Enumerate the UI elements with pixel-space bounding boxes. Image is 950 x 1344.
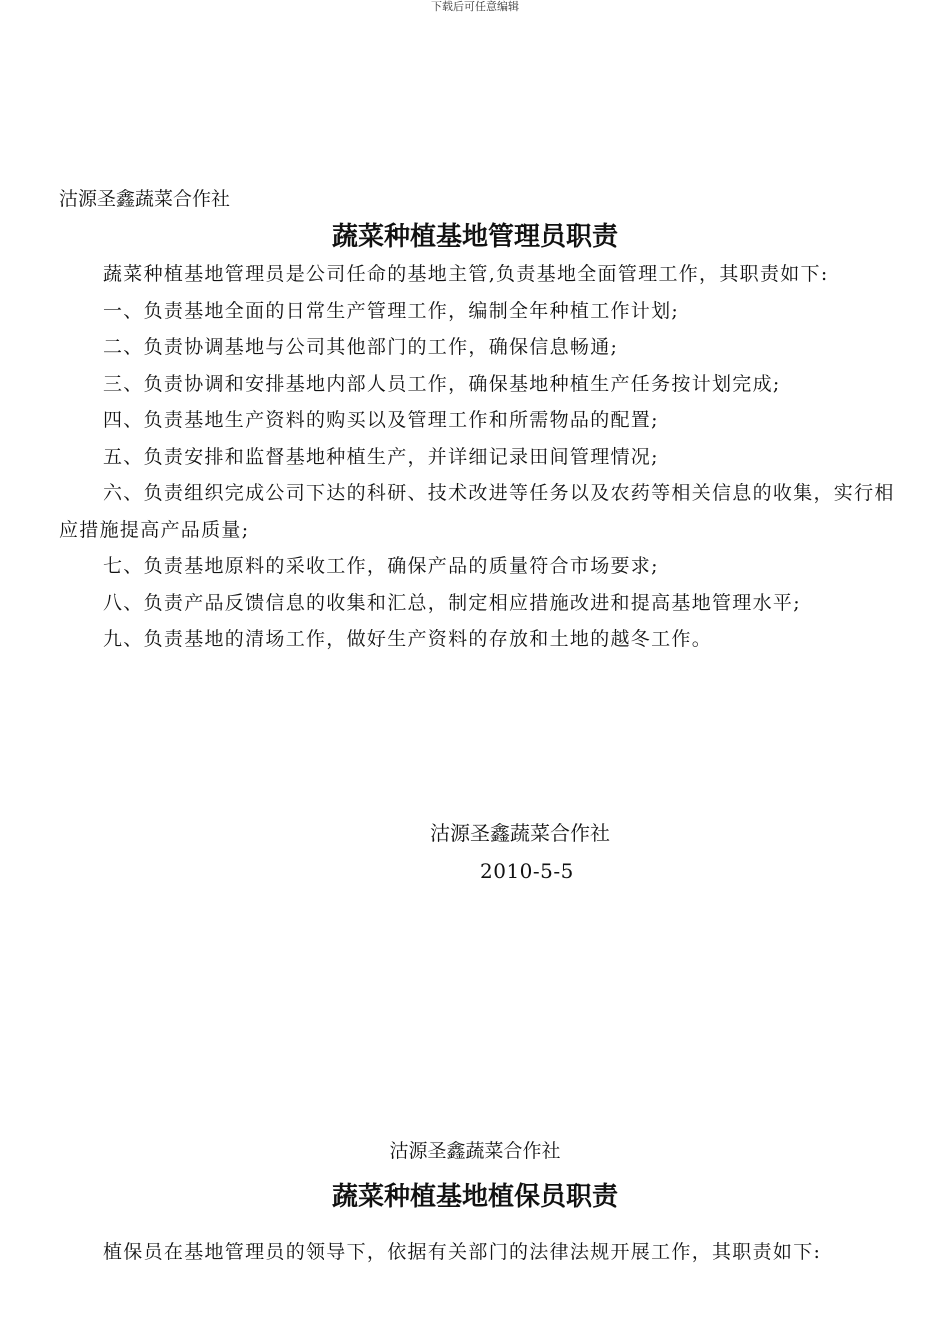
intro-paragraph-2: 植保员在基地管理员的领导下，依据有关部门的法律法规开展工作，其职责如下: (103, 1241, 822, 1263)
duty-item: 六、负责组织完成公司下达的科研、技术改进等任务以及农药等相关信息的收集，实行相应措施提高产品质量; (59, 482, 895, 541)
intro-paragraph: 蔬菜种植基地管理员是公司任命的基地主管,负责基地全面管理工作，其职责如下: (103, 263, 829, 285)
duty-item: 三、负责协调和安排基地内部人员工作，确保基地种植生产任务按计划完成; (103, 372, 781, 395)
organization-name: 沽源圣鑫蔬菜合作社 (59, 188, 231, 210)
duty-item: 二、负责协调基地与公司其他部门的工作，确保信息畅通; (103, 336, 619, 358)
document-title-2: 蔬菜种植基地植保员职责 (331, 1182, 618, 1212)
duty-item: 一、负责基地全面的日常生产管理工作，编制全年种植工作计划; (103, 299, 680, 322)
duties-section (59, 256, 904, 658)
duty-item: 七、负责基地原料的采收工作，确保产品的质量符合市场要求; (103, 555, 659, 577)
duty-item: 八、负责产品反馈信息的收集和汇总，制定相应措施改进和提高基地管理水平; (103, 591, 801, 614)
duties-section-2 (59, 1234, 904, 1271)
header-note: 下载后可任意编辑 (431, 0, 519, 13)
duty-item: 九、负责基地的清场工作，做好生产资料的存放和土地的越冬工作。 (103, 628, 713, 650)
document-title: 蔬菜种植基地管理员职责 (331, 222, 618, 252)
duty-item: 四、负责基地生产资料的购买以及管理工作和所需物品的配置; (103, 409, 659, 431)
duty-item: 五、负责安排和监督基地种植生产，并详细记录田间管理情况; (103, 445, 659, 468)
signature-organization: 沽源圣鑫蔬菜合作社 (430, 821, 610, 845)
signature-date: 2010-5-5 (480, 859, 574, 883)
signature-block (430, 814, 670, 890)
organization-name-2: 沽源圣鑫蔬菜合作社 (389, 1140, 561, 1162)
